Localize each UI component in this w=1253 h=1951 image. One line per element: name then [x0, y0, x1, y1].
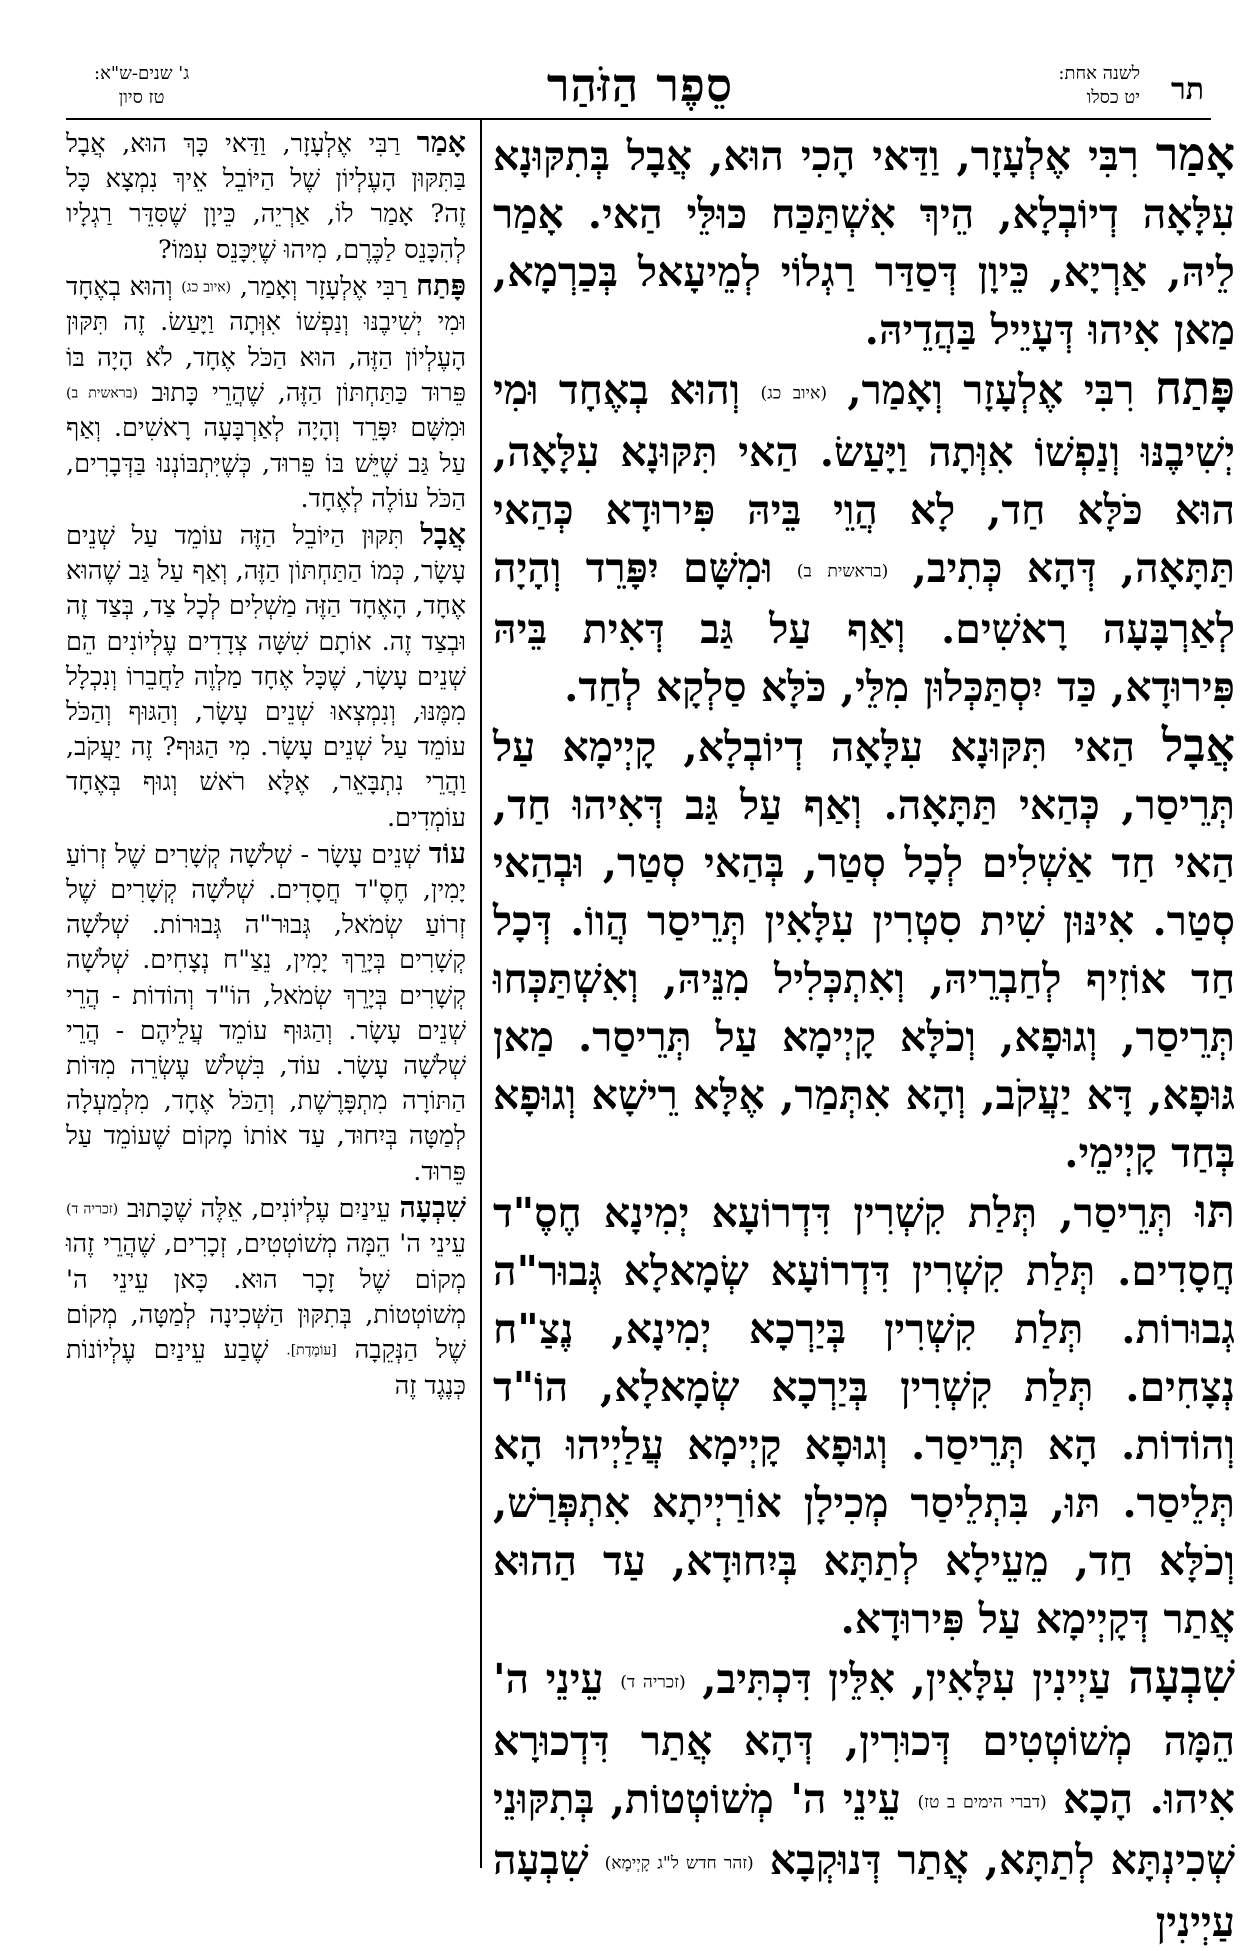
book-title: סֵפֶר הַזֹּהַר	[546, 58, 734, 112]
side-paragraph-2	[66, 268, 466, 517]
main-p5-text-a: עַיְינִין עִלָּאִין, אִלֵּין דִּכְתִּיב,	[685, 1655, 1128, 1703]
main-p2-source-ref-1: (איוב כג)	[760, 383, 828, 404]
main-p3-text: הַאי תִּקּוּנָא עִלָּאָה דְיוֹבְלָא, קָיְימָא עַל תְּרֵיסַר, כְּהַאי תַּתָּאָה. וְאַף עַל גַּב דְּאִיהוּ חַד, הַאי חַד אַשְׁלִים לְכָל סְטַר, בְּהַאי סְטַר, וּבְהַאי סְטַר. אִינּוּן שִׁית סִטְרִין עִלָּאִין תְּרֵיסַר הֲווֹ. דְּכָל חַד אוֹזִיף לְחַבְרֵיהּ, וְאִתְכְּלִיל מִנֵּיהּ, וְאִשְׁתַּכְּחוּ תְּרֵיסַר, וְגוּפָא, וְכֹלָּא קָיְימָא עַל תְּרֵיסַר. מַאן גּוּפָא, דָּא יַעֲקֹב, וְהָא אִתְּמַר, אֶלָּא רֵישָׁא וְגוּפָא בְּחַד קָיְימֵי.	[493, 723, 1235, 1177]
page-header	[70, 58, 1210, 118]
main-aramaic-column	[493, 125, 1236, 1946]
one-year-label: לשנה אחת:	[1058, 63, 1140, 84]
side-p4-text: שְׁנֵים עָשָׂר - שְׁלֹשָׁה קְשָׁרִים שֶׁל זְרוֹעַ יָמִין, חֶסֶ"ד חֲסָדִים. שְׁלֹשָׁה קְשָׁרִים שֶׁל זְרוֹעַ שְׂמֹאל, גְּבוּר"ה גְּבוּרוֹת. שְׁלֹשָׁה קְשָׁרִים בְּיָרֵךְ יָמִין, נֵצַ"ח נְצָחִים. שְׁלֹשָׁה קְשָׁרִים בְּיָרֵךְ שְׂמֹאל, הוֹ"ד וְהוֹדוֹת - הֲרֵי שְׁנֵים עָשָׂר. וְהַגּוּף עוֹמֵד עֲלֵיהֶם - הֲרֵי שְׁלֹשָׁה עָשָׂר. עוֹד, בִּשְׁלֹשׁ עֶשְׂרֵה מִדּוֹת הַתּוֹרָה מִתְפָּרֶשֶׁת, וְהַכֹּל אֶחָד, מִלְמַעְלָה לְמַטָּה בְּיִחוּד, עַד אוֹתוֹ מָקוֹם שֶׁעוֹמֵד עַל פֵּרוּד.	[66, 839, 466, 1187]
side-p2-text-a: רַבִּי אֶלְעָזָר וְאָמַר,	[231, 271, 417, 302]
main-paragraph-3	[493, 716, 1235, 1182]
main-p1-text: רִבִּי אֶלְעָזָר, וַדַּאי הָכִי הוּא, אֲבָל בְּתִקּוּנָא עִלָּאָה דְיוֹבְלָא, הֵיךְ אִשְׁתַּכַּח כּוּלֵּי הַאי. אָמַר לֵיהּ, אַרְיָא, כֵּיוָן דְּסַדַּר רַגְלוֹי לְמֵיעָאל בְּכַרְמָא, מַאן אִיהוּ דְּעָיֵיל בַּהֲדֵיהּ.	[493, 132, 1235, 354]
main-p2-source-ref-2: (בראשית ב)	[796, 561, 889, 581]
main-p5-lead-word: שִׁבְעָה	[1127, 1650, 1235, 1704]
header-rule	[66, 118, 1211, 120]
side-paragraph-5	[66, 1190, 466, 1404]
side-p4-lead-word: עוֹד	[428, 835, 466, 870]
main-paragraph-2	[493, 359, 1235, 716]
main-p5-text-c: עֵינֵי ה' מְשׁוֹטְטוֹת, בְּתִקּוּנֵי שְׁכִינְתָּא לְתַתָּא, אֲתַר דְּנוּקְבָא	[493, 1774, 1236, 1884]
side-p3-lead-word: אֲבָל	[420, 517, 466, 552]
side-p5-source-ref-1: (זכריה ד)	[66, 1201, 119, 1218]
column-divider	[480, 118, 482, 1868]
main-p2-text-c: וּמִשָּׁם יִפָּרֵד וְהָיָה לְאַרְבָּעָה רָאשִׁים. וְאַף עַל גַּב דְּאִית בֵּיהּ פִּירוּדָא, כַּד יִסְתַּכְּלוּן מִלֵּי, כֹּלָּא סַלְקָא לְחַד.	[493, 543, 1235, 711]
main-p4-lead-word: תּוּ	[1195, 1184, 1235, 1238]
side-paragraph-1	[66, 125, 466, 268]
side-p3-text: תִּקּוּן הַיּוֹבֵל הַזֶּה עוֹמֵד עַל שְׁנֵים עָשָׂר, כְּמוֹ הַתַּחְתּוֹן הַזֶּה, וְאַף עַל גַּב שֶׁהוּא אֶחָד, הָאֶחָד הַזֶּה מַשְׁלִים לְכָל צַד, בְּצַד זֶה וּבְצַד זֶה. אוֹתָם שִׁשָּׁה צְדָדִים עֶלְיוֹנִים הֵם שְׁנֵים עָשָׂר, שֶׁכָּל אֶחָד מַלְוֶה לַחֲבֵרוֹ וְנִכְלָל מִמֶּנּוּ, וְנִמְצְאוּ שְׁנֵים עָשָׂר, וְהַגּוּף וְהַכֹּל עוֹמֵד עַל שְׁנֵים עָשָׂר. מִי הַגּוּף? זֶה יַעֲקֹב, וַהֲרֵי נִתְבָּאֵר, אֶלָּא רֹאשׁ וְגוּף בְּאֶחָד עוֹמְדִים.	[66, 521, 466, 833]
main-p1-lead-word: אָמַר	[1155, 127, 1235, 181]
page-number: תר	[1170, 72, 1204, 107]
side-p5-source-ref-2: [עוֹמֶדֶת].	[286, 1342, 337, 1359]
main-p5-source-ref-3: (זהר חדש ל"ג קָיְימָא)	[604, 1853, 754, 1874]
main-p2-text-b: וְהוּא בְאֶחָד וּמִי יְשִׁיבֶנּוּ וְנַפְשׁוֹ אִוְּתָה וַיָּעַשׂ. הַאי תִּקּוּנָא עִלָּאָה, הוּא כֹּלָּא חַד, לָא הֲוֵי בֵּיהּ פִּירוּדָא כְּהַאי תַּתָּאָה, דְּהָא כְּתִיב,	[493, 366, 1235, 592]
side-p5-text-b: עֵינֵי ה' הֵמָּה מְשׁוֹטְטִים, זְכָרִים, שֶׁהֲרֵי זֶהוּ מְקוֹם שֶׁל זָכָר הוּא. כָּאן עֵינֵי ה' מְשׁוֹטְטוֹת, בְּתִקּוּן הַשְּׁכִינָה לְמַטָּה, מְקוֹם שֶׁל הַנְּקֵבָה	[66, 1229, 466, 1366]
main-p3-lead-word: אֲבָל	[1161, 718, 1235, 772]
main-paragraph-1	[493, 125, 1235, 359]
main-paragraph-4	[493, 1182, 1235, 1648]
side-p1-text: רַבִּי אֶלְעָזָר, וַדַּאי כָּךְ הוּא, אֲבָל בַּתִּקּוּן הָעֶלְיוֹן שֶׁל הַיּוֹבֵל אֵיךְ נִמְצָא כָּל זֶה? אָמַר לוֹ, אַרְיֵה, כֵּיוָן שֶׁסִּדֵּר רַגְלָיו לְהִכָּנֵס לַכֶּרֶם, מִיהוּ שֶׁיִּכָּנֵס עִמּוֹ?	[66, 129, 466, 265]
main-p5-text-b: עֵינֵי ה' הֵמָּה מְשׁוֹטְטִים דְּכוּרִין, דְּהָא אֲתַר דִּדְכוּרָא אִיהוּ. הָכָא	[493, 1655, 1236, 1823]
side-paragraph-4	[66, 836, 466, 1190]
daily-study-three-year	[94, 62, 189, 110]
three-year-label: ג' שנים-ש"א:	[94, 63, 190, 84]
side-hebrew-translation-column	[66, 125, 466, 1865]
side-p1-lead-word: אָמַר	[416, 125, 466, 159]
side-p2-source-ref-1: (איוב כג)	[181, 279, 232, 296]
side-p5-text-c: שֶׁבַע עֵינַיִם עֶלְיוֹנוֹת כְּנֶגֶד זֶה	[66, 1335, 466, 1401]
main-p5-source-ref-1: (זכריה ד)	[620, 1672, 686, 1693]
main-paragraph-5	[493, 1648, 1235, 1951]
main-p2-lead-word: פָּתַח	[1154, 361, 1235, 415]
side-p2-lead-word: פָּתַח	[416, 267, 467, 302]
side-p2-source-ref-2: (בראשית ב)	[66, 385, 138, 402]
main-p5-source-ref-2: (דברי הימים ב טז)	[917, 1792, 1047, 1812]
main-p2-text-a: רִבִּי אֶלְעָזָר וְאָמַר,	[827, 366, 1155, 414]
one-year-date: יט כסלו	[1086, 87, 1140, 108]
main-p4-text: תְּרֵיסַר, תְּלַת קִשְׁרִין דִּדְרוֹעָא יְמִינָא חֶסֶ"ד חֲסָדִים. תְּלַת קִשְׁרִין דִּדְרוֹעָא שְׂמָאלָא גְּבוּר"ה גְבוּרוֹת. תְּלַת קִשְׁרִין בְּיַרְכָא יְמִינָא, נֶצַ"ח נְצָחִים. תְּלַת קִשְׁרִין בְּיַרְכָא שְׂמָאלָא, הוֹ"ד וְהוֹדוֹת. הָא תְּרֵיסַר. וְגוּפָא קָיְימָא עֲלַיְיהוּ הָא תְּלֵיסַר. תּוּ, בִּתְלֵיסַר מְכִילָן אוֹרַיְיתָא אִתְפְּרַשׁ, וְכֹלָּא חַד, מֵעֵילָא לְתַתָּא בְּיִחוּדָא, עַד הַהוּא אֲתַר דְּקָיְימָא עַל פִּירוּדָא.	[493, 1189, 1235, 1643]
side-p5-text-a: עֵינַיִם עֶלְיוֹנִים, אֵלֶּה שֶׁכָּתוּב	[118, 1193, 400, 1224]
main-p5-text-d: שִׁבְעָה עַיְינִין	[493, 1836, 1235, 1946]
side-p2-text-c: וּמִשָּׁם יִפָּרֵד וְהָיָה לְאַרְבָּעָה רָאשִׁים. וְאַף עַל גַּב שֶׁיֵּשׁ בּוֹ פֵּרוּד, כְּשֶׁיִּתְבּוֹנְנוּ בַּדְּבָרִים, הַכֹּל עוֹלֶה לְאֶחָד.	[66, 413, 466, 514]
side-paragraph-3	[66, 517, 466, 836]
three-year-date: טז סיון	[118, 87, 165, 108]
side-p2-text-b: וְהוּא בְאֶחָד וּמִי יְשִׁיבֶנּוּ וְנַפְשׁוֹ אִוְּתָה וַיָּעַשׂ. זֶה תִּקּוּן הָעֶלְיוֹן הַזֶּה, הוּא הַכֹּל אֶחָד, לֹא הָיָה בּוֹ פֵּרוּד כַּתַּחְתּוֹן הַזֶּה, שֶׁהֲרֵי כָּתוּב	[66, 271, 466, 408]
side-p5-lead-word: שִׁבְעָה	[399, 1189, 466, 1224]
